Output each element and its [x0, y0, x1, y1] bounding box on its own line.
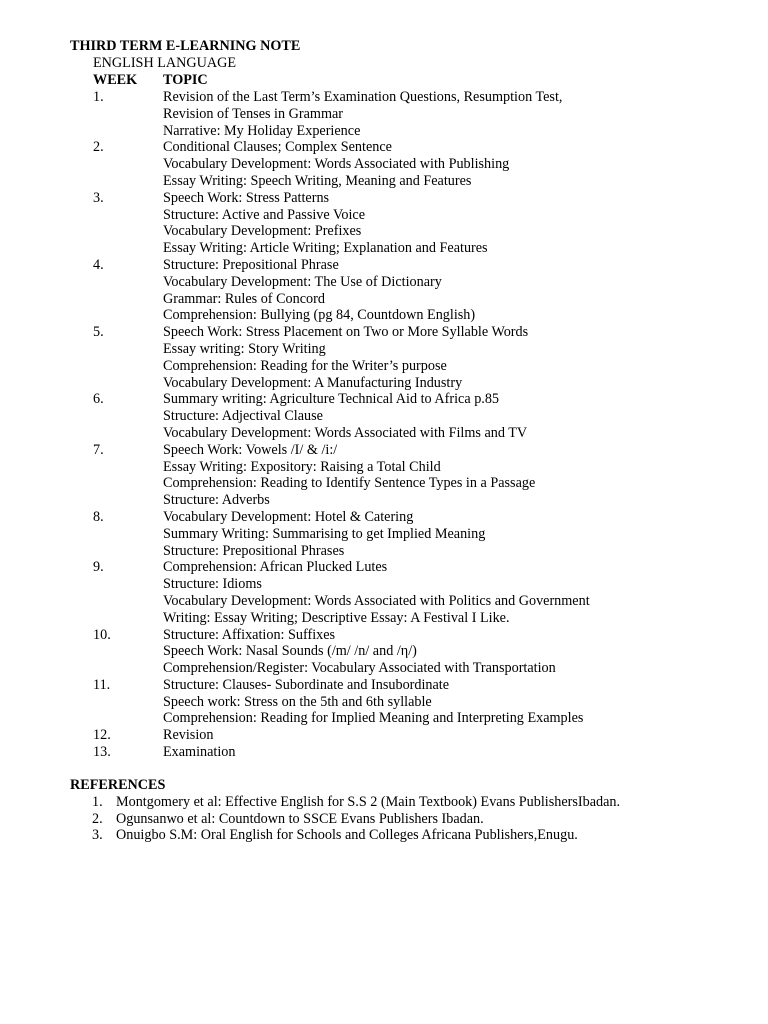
week-number: 12. — [93, 727, 111, 744]
week-topics — [163, 509, 768, 559]
week-row — [0, 509, 768, 559]
topic-item: Essay Writing: Expository: Raising a Total Child — [163, 458, 441, 475]
week-topics — [163, 559, 768, 626]
topic-item: Essay Writing: Speech Writing, Meaning and Features — [163, 172, 472, 189]
week-row — [0, 677, 768, 727]
reference-text: Montgomery et al: Effective English for S.S 2 (Main Textbook) Evans PublishersIbadan. — [116, 793, 621, 810]
week-topics — [163, 727, 768, 744]
week-column-header: WEEK — [93, 72, 138, 88]
week-row — [0, 89, 768, 139]
topic-item: Structure: Prepositional Phrase — [163, 256, 339, 273]
week-number: 11. — [93, 676, 111, 693]
topic-item: Comprehension: Reading to Identify Sentence Types in a Passage — [163, 475, 536, 492]
reference-number: 1. — [92, 793, 103, 810]
topic-item: Writing: Essay Writing; Descriptive Essay: A Festival I Like. — [163, 609, 510, 626]
week-topics — [163, 744, 768, 761]
topic-item: Structure: Prepositional Phrases — [163, 542, 345, 559]
week-topics — [163, 627, 768, 677]
topic-item: Essay Writing: Article Writing; Explanation and Features — [163, 240, 488, 257]
document-title: THIRD TERM E-LEARNING NOTE — [70, 38, 301, 54]
topic-item: Speech Work: Vowels /I/ & /i:/ — [163, 441, 338, 458]
topic-item: Vocabulary Development: Words Associated with Politics and Government — [163, 592, 590, 609]
reference-number: 2. — [92, 810, 103, 827]
topic-item: Vocabulary Development: The Use of Dictionary — [163, 273, 442, 290]
week-row — [0, 139, 768, 189]
reference-item — [0, 827, 768, 844]
topic-item: Examination — [163, 744, 236, 761]
topic-item: Speech Work: Stress Patterns — [163, 189, 330, 206]
topic-item: Structure: Adverbs — [163, 492, 270, 509]
topic-item: Speech work: Stress on the 5th and 6th syllable — [163, 693, 432, 710]
topic-item: Comprehension/Register: Vocabulary Associated with Transportation — [163, 660, 556, 677]
week-number: 2. — [93, 139, 104, 156]
topic-item: Summary writing: Agriculture Technical Aid to Africa p.85 — [163, 391, 500, 408]
week-topics — [163, 391, 768, 441]
topic-item: Vocabulary Development: Prefixes — [163, 223, 362, 240]
document-page — [0, 38, 768, 844]
week-row — [0, 391, 768, 441]
week-row — [0, 257, 768, 324]
week-row — [0, 190, 768, 257]
topic-item: Vocabulary Development: A Manufacturing Industry — [163, 374, 463, 391]
reference-text: Ogunsanwo et al: Countdown to SSCE Evans Publishers Ibadan. — [116, 810, 484, 827]
week-row — [0, 727, 768, 744]
references-heading: REFERENCES — [70, 776, 166, 793]
topic-column-header: TOPIC — [163, 72, 208, 88]
week-number: 9. — [93, 559, 104, 576]
week-number: 10. — [93, 626, 111, 643]
reference-number: 3. — [92, 827, 103, 844]
topic-item: Speech Work: Nasal Sounds (/m/ /n/ and /η/) — [163, 643, 417, 660]
topic-item: Comprehension: Bullying (pg 84, Countdown English) — [163, 307, 476, 324]
week-topics — [163, 139, 768, 189]
topic-item: Narrative: My Holiday Experience — [163, 122, 361, 139]
topic-item: Structure: Clauses- Subordinate and Insubordinate — [163, 676, 450, 693]
topic-item: Structure: Affixation: Suffixes — [163, 626, 336, 643]
topic-item: Essay writing: Story Writing — [163, 340, 326, 357]
reference-text: Onuigbo S.M: Oral English for Schools and Colleges Africana Publishers,Enugu. — [116, 827, 578, 844]
week-number: 13. — [93, 744, 111, 761]
week-number: 1. — [93, 89, 104, 105]
topic-item: Vocabulary Development: Words Associated with Publishing — [163, 156, 510, 173]
reference-item — [0, 811, 768, 828]
week-row — [0, 627, 768, 677]
subject-heading: ENGLISH LANGUAGE — [93, 55, 237, 71]
week-number: 8. — [93, 508, 104, 525]
topic-item: Comprehension: African Plucked Lutes — [163, 559, 388, 576]
week-row — [0, 559, 768, 626]
section-spacer — [0, 761, 768, 777]
topic-item: Revision of Tenses in Grammar — [163, 105, 343, 122]
topic-item: Comprehension: Reading for Implied Meaning and Interpreting Examples — [163, 710, 584, 727]
week-list — [0, 89, 768, 761]
topic-item: Comprehension: Reading for the Writer’s purpose — [163, 357, 447, 374]
week-number: 7. — [93, 441, 104, 458]
week-topics — [163, 677, 768, 727]
week-topics — [163, 190, 768, 257]
week-row — [0, 744, 768, 761]
week-number: 4. — [93, 256, 104, 273]
week-topics — [163, 324, 768, 391]
topic-item: Revision — [163, 727, 214, 744]
topic-item: Vocabulary Development: Hotel & Catering — [163, 508, 414, 525]
topic-item: Structure: Idioms — [163, 576, 262, 593]
topic-item: Structure: Active and Passive Voice — [163, 206, 366, 223]
references-list — [0, 794, 768, 844]
week-row — [0, 442, 768, 509]
topic-item: Revision of the Last Term’s Examination Questions, Resumption Test, — [163, 89, 563, 105]
reference-item — [0, 794, 768, 811]
table-header — [0, 72, 768, 89]
topic-item: Vocabulary Development: Words Associated with Films and TV — [163, 424, 528, 441]
week-number: 6. — [93, 391, 104, 408]
week-topics — [163, 89, 768, 139]
week-number: 5. — [93, 324, 104, 341]
topic-item: Summary Writing: Summarising to get Implied Meaning — [163, 525, 486, 542]
topic-item: Conditional Clauses; Complex Sentence — [163, 139, 392, 156]
week-row — [0, 324, 768, 391]
week-topics — [163, 257, 768, 324]
topic-item: Grammar: Rules of Concord — [163, 290, 325, 307]
topic-item: Speech Work: Stress Placement on Two or More Syllable Words — [163, 324, 529, 341]
week-number: 3. — [93, 189, 104, 206]
week-topics — [163, 442, 768, 509]
topic-item: Structure: Adjectival Clause — [163, 408, 323, 425]
